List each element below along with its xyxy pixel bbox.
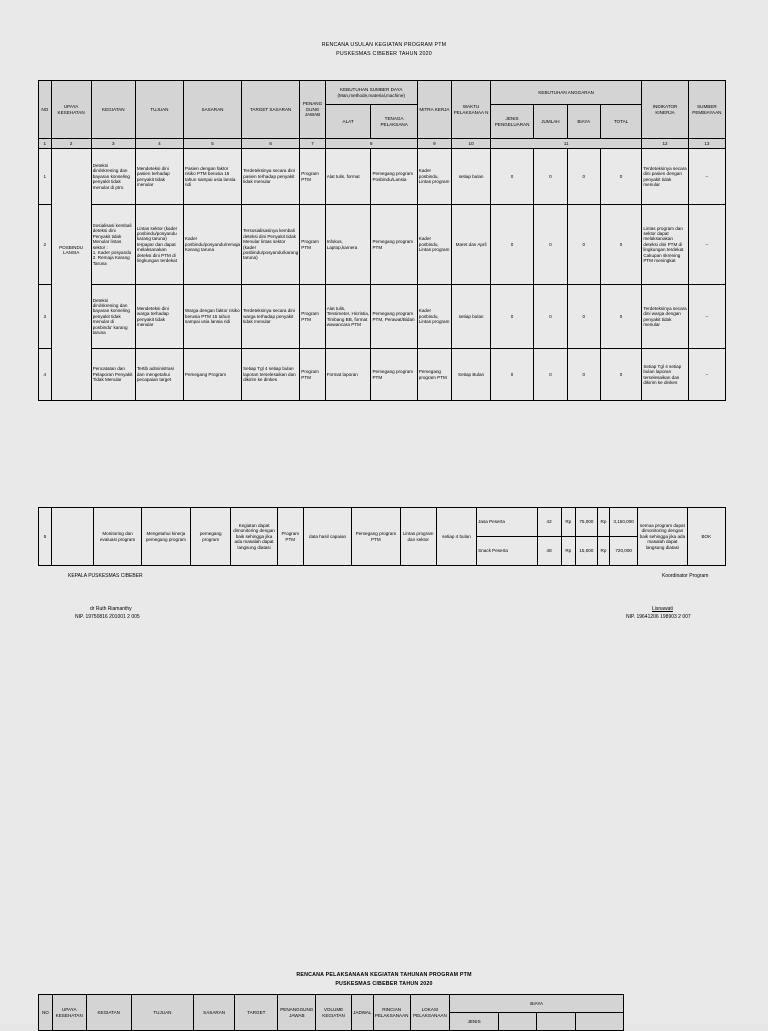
indikator-cell: semua program dapat dimonitoring dengan baik sehingga jika ada masalah dapat langsung diatasi (638, 508, 687, 566)
header-kebutuhan-sd-sub: (Man,methode,material,machine) (337, 92, 405, 98)
header-alat: ALAT (325, 105, 371, 139)
jenis-cell: 0 (491, 349, 534, 401)
tenaga-cell: Pemegang program PTM (371, 349, 417, 401)
coordinator-title: Koordinator Program (662, 573, 709, 579)
header-kebutuhan-sd-label: KEBUTUHAN SUMBER DAYA (340, 87, 403, 93)
target-cell: Setiap Tgl 4 setiap bulan laporan terselesaikan dan dikirim ke dinkes (242, 349, 300, 401)
tujuan-cell: Mendeteksi dini pasien terhadap penyakit tidak menular (135, 149, 183, 205)
header-mitra: MITRA KERJA (417, 81, 451, 139)
kegiatan-cell: Monitoring dan evaluasi program (94, 508, 141, 566)
tenaga-cell: Pemegang program PTM (352, 508, 400, 566)
upaya-cell (51, 149, 91, 401)
pj-cell: Program PTM (300, 349, 325, 401)
biaya-cell: 0 (567, 149, 600, 205)
header-no: NO (39, 995, 53, 1031)
header-tenaga: TENAGA PELAKSANA (371, 105, 417, 139)
header-jumlah: JUMLAH (534, 105, 568, 139)
sumber-cell: – (688, 205, 725, 285)
upaya-group-label: POSBINDU LANSIA (59, 244, 84, 255)
header-volume: VOLUME KEGIATAN (316, 995, 352, 1031)
header-tujuan: TUJUAN (135, 81, 183, 139)
jumlah-cell: 42 (537, 508, 561, 537)
header-penanggung-jawab: PENANG GUNG JAWAB (300, 81, 325, 139)
tujuan-cell: Lintas sektor (kader posbindu/posyandu karang taruna) terpapar dan dapat melaksanakan deteksi dini PTM di lingkungan terdekat (135, 205, 183, 285)
document-subtitle: PUSKESMAS CIBEBER TAHUN 2020 (336, 51, 432, 57)
header-upaya: UPAYA KESEHATAN (51, 81, 91, 139)
header-row-1 (39, 81, 726, 105)
indikator-cell: Setiap Tgl 4 setiap bulan laporan terselesaikan dan dikirim ke dinkes (642, 349, 688, 401)
jenis-cell: 0 (491, 205, 534, 285)
column-number: 1 (39, 139, 52, 149)
waktu-cell: Setiap Bulan (452, 349, 491, 401)
header-tujuan: TUJUAN (131, 995, 193, 1031)
column-number: 7 (300, 139, 325, 149)
sumber-cell: – (688, 285, 725, 349)
jumlah-cell: 0 (534, 205, 568, 285)
table-row (39, 205, 726, 285)
header-empty (537, 1013, 575, 1031)
kegiatan-cell: Deteksi dini/skrening dan bayaran konseling penyakit tidak menular di posbindu' karang taruna (91, 285, 135, 349)
coordinator-name: Lisnawati (652, 606, 673, 612)
second-header-row-1 (39, 995, 624, 1013)
mitra-cell: Kader posbindu, Lintas program (417, 149, 451, 205)
row-no: 2 (39, 205, 52, 285)
header-anggaran: KEBUTUHAN ANGGARAN (491, 81, 642, 105)
column-number: 8 (325, 139, 417, 149)
sasaran-cell: Pemegang Program (183, 349, 241, 401)
plan-table (38, 80, 726, 401)
target-cell: Terdeteksinya secara dini warga terhadap penyakit tidak menular (242, 285, 300, 349)
header-target: TARGET (235, 995, 278, 1031)
table-row (39, 349, 726, 401)
header-empty (498, 1013, 536, 1031)
alat-cell: Alat tulis, format (325, 149, 371, 205)
biaya-cell: 0 (567, 205, 600, 285)
currency-cell: Rp (597, 508, 609, 537)
table-row (39, 285, 726, 349)
mitra-cell: Lintas program dan sektor (400, 508, 436, 566)
head-name: dr Ruth Riamanthy (90, 606, 132, 612)
header-sumber: SUMBER PEMBIAYAAN (688, 81, 725, 139)
target-cell: Terdeteksinya secara dini pasien terhadap penyakit tidak menular (242, 149, 300, 205)
coordinator-nip: NIP. 19641206 198903 2 007 (626, 614, 691, 620)
jumlah-cell: 48 (537, 537, 561, 566)
column-number: 3 (91, 139, 135, 149)
currency-cell: Rp (597, 537, 609, 566)
total-cell: 720,000 (610, 537, 638, 566)
pj-cell: Program PTM (300, 149, 325, 205)
header-kebutuhan-sd (325, 81, 417, 105)
tujuan-cell: Tertib administrasi dan mengetahui pecapaian target (135, 349, 183, 401)
header-no: NO (39, 81, 52, 139)
tujuan-cell: Mendeteksi dini warga terhadap penyakit tidak menular (135, 285, 183, 349)
column-number: 9 (417, 139, 451, 149)
tujuan-cell: Mengetahui kinerja pemegang program (141, 508, 190, 566)
sumber-cell: – (688, 349, 725, 401)
column-number: 11 (491, 139, 642, 149)
header-rincian: RINCIAN PELAKSANAAN (373, 995, 410, 1031)
currency-cell: Rp (561, 537, 575, 566)
column-number: 10 (452, 139, 491, 149)
header-jadwal: JADWAL (351, 995, 373, 1031)
kegiatan-cell: Sosialisasi kembali deteksi dini Penyakit tidak Menular lintas sektor : 1. Kader posyandu 2. Remaja Karang Taruna (91, 205, 135, 285)
mitra-cell: Kader posbindu, Lintas program (417, 205, 451, 285)
jumlah-cell: 0 (534, 149, 568, 205)
jenis-cell: Jasa Peserta (477, 508, 537, 537)
sasaran-cell: Kader posbindu/posyandu/remaja Karang taruna (183, 205, 241, 285)
plan-table-continuation (38, 507, 726, 566)
total-cell: 0 (600, 149, 642, 205)
row-no: 5 (39, 508, 52, 566)
total-cell: 0 (600, 205, 642, 285)
column-number: 4 (135, 139, 183, 149)
kegiatan-cell: Pencatatan dan Pelaporan Penyakit Tidak Menular (91, 349, 135, 401)
table-row (39, 508, 726, 537)
alat-cell: data hasil capaian (303, 508, 351, 566)
table-row (39, 149, 726, 205)
sumber-cell: BOK (687, 508, 725, 566)
header-kegiatan: KEGIATAN (86, 995, 131, 1031)
tenaga-cell: Pemegang program Posbindu/Lansia (371, 149, 417, 205)
waktu-cell: setiap bulan (452, 149, 491, 205)
pj-cell: Program PTM (277, 508, 303, 566)
column-number: 13 (688, 139, 725, 149)
currency-cell: Rp (561, 508, 575, 537)
total-cell: 0 (600, 285, 642, 349)
tenaga-cell: Pemegang program PTM (371, 205, 417, 285)
sasaran-cell: Pasien dengan faktor risiko PTM berusia 15 tahun sampai usia lansia ridi (183, 149, 241, 205)
header-empty (575, 1013, 623, 1031)
total-cell: 3,150,000 (610, 508, 638, 537)
jumlah-cell: 0 (534, 285, 568, 349)
head-title: KEPALA PUSKESMAS CIBEBER (68, 573, 143, 579)
column-number: 2 (51, 139, 91, 149)
second-subtitle: PUSKESMAS CIBEBER TAHUN 2020 (335, 981, 433, 987)
header-target: TARGET SASARAN (242, 81, 300, 139)
header-lokasi: LOKASI PELAKSANAAN (410, 995, 450, 1031)
target-cell: Kegiatan dapat dimonitoring dengan baik sehingga jika ada masalah dapat langsung diatasi (231, 508, 277, 566)
pj-cell: Program PTM (300, 205, 325, 285)
column-number: 5 (183, 139, 241, 149)
target-cell: Tersosialisasinya kembali deteksi dini Penyakit tidak Menular lintas sektor (kader posbindu/posyandu/karang taruna) (242, 205, 300, 285)
alat-cell: Format laporan (325, 349, 371, 401)
indikator-cell: Lintas program dan sektor dapat melaksanakan deteksi dini PTM di lingkungan terdekat Cakupan skrening PTM meningkat (642, 205, 688, 285)
row-no: 1 (39, 149, 52, 205)
header-pj: PENANGGUNG JAWAB (278, 995, 316, 1031)
header-sasaran: SASARAN (194, 995, 235, 1031)
sumber-cell: – (688, 149, 725, 205)
alat-cell: Infokus, Laptop,kamera (325, 205, 371, 285)
jumlah-cell: 0 (534, 349, 568, 401)
row-no: 3 (39, 285, 52, 349)
column-number: 6 (242, 139, 300, 149)
biaya-cell: 75,000 (575, 508, 597, 537)
waktu-cell: setiap bulan (452, 285, 491, 349)
tenaga-cell: Pemegang program PTM, Perawat/Bidan (371, 285, 417, 349)
indikator-cell: Terdeteksinya secara dini warga dengan penyakit tidak menular (642, 285, 688, 349)
biaya-cell: 15,000 (575, 537, 597, 566)
total-cell: 0 (600, 349, 642, 401)
document-title: RENCANA USULAN KEGIATAN PROGRAM PTM (321, 42, 447, 48)
header-indikator: INDIKATOR KINERJA (642, 81, 688, 139)
waktu-cell: Maret dan April (452, 205, 491, 285)
header-sasaran: SASARAN (183, 81, 241, 139)
header-total: TOTAL (600, 105, 642, 139)
header-biaya: BIAYA (450, 995, 624, 1013)
jenis-cell: 0 (491, 285, 534, 349)
jenis-cell: Snack Peserta (477, 537, 537, 566)
kegiatan-cell: Deteksi dini/skrening dan bayaran konseling penyakit tidak menular di ptm. (91, 149, 135, 205)
indikator-cell: Terdeteksinya secara dini pasien dengan penyakit tidak menular (642, 149, 688, 205)
pj-cell: Program PTM (300, 285, 325, 349)
header-kegiatan: KEGIATAN (91, 81, 135, 139)
waktu-cell: setiap 4 bulan (436, 508, 476, 566)
second-table (38, 994, 624, 1031)
column-number: 12 (642, 139, 688, 149)
header-waktu: WAKTU PELAKSANAA N (452, 81, 491, 139)
upaya-cell (52, 508, 94, 566)
alat-cell: Alat tulis, Tensimeter, Hicristia, Timbang BB, format wawancara PTM (325, 285, 371, 349)
biaya-cell: 0 (567, 349, 600, 401)
header-biaya: BIAYA (567, 105, 600, 139)
biaya-cell: 0 (567, 285, 600, 349)
row-no: 4 (39, 349, 52, 401)
jenis-cell: 0 (491, 149, 534, 205)
header-jenis: JENIS (450, 1013, 499, 1031)
sasaran-cell: Warga dengan faktor risiko berusia PTM 15 tahun sampai usia lansia ridi (183, 285, 241, 349)
second-title: RENCANA PELAKSANAAN KEGIATAN TAHUNAN PROGRAM PTM (296, 972, 472, 978)
column-number-row (39, 139, 726, 149)
sasaran-cell: pemegang program (191, 508, 231, 566)
mitra-cell: Kader posbindu, Lintas program (417, 285, 451, 349)
header-upaya: UPAYA KESEHATAN (52, 995, 86, 1031)
header-jenis: JENIS PENGELUARAN (491, 105, 534, 139)
head-nip: NIP. 19750816 201001 2 005 (75, 614, 140, 620)
mitra-cell: Pemegang program PTM (417, 349, 451, 401)
